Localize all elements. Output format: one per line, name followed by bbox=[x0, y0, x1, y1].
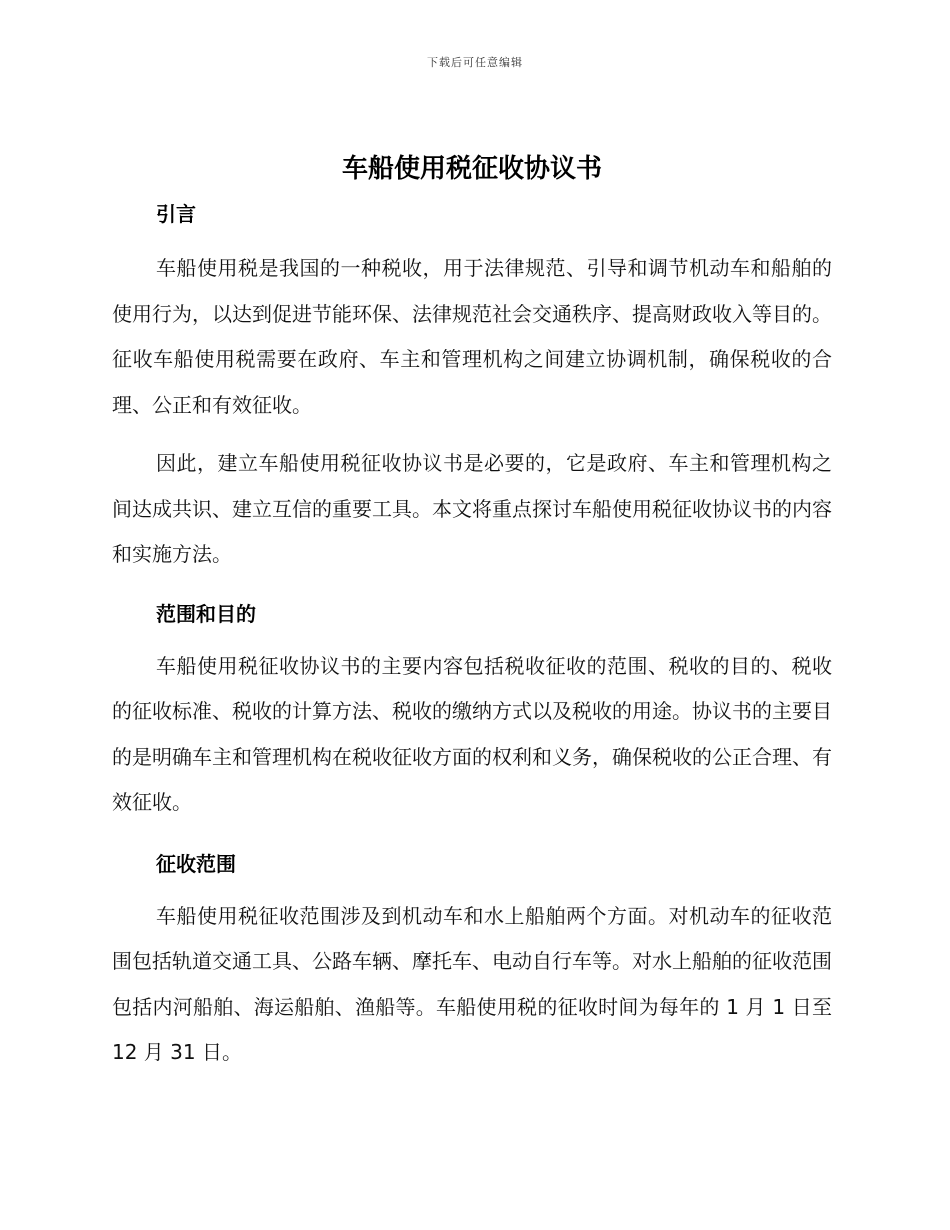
paragraph-introduction-1: 车船使用税是我国的一种税收，用于法律规范、引导和调节机动车和船舶的使用行为，以达到促进节能环保、法律规范社会交通秩序、提高财政收入等目的。征收车船使用税需要在政府、车主和管理机构之间建立协调机制，确保税收的合理、公正和有效征收。 bbox=[112, 256, 832, 417]
document-body bbox=[112, 148, 832, 1076]
document-title: 车船使用税征收协议书 bbox=[341, 154, 602, 184]
section-heading-scope-and-purpose: 范围和目的 bbox=[156, 601, 256, 626]
section-heading-introduction: 引言 bbox=[156, 202, 196, 226]
page-header-note: 下载后可任意编辑 bbox=[427, 56, 523, 69]
paragraph-collection-scope: 车船使用税征收范围涉及到机动车和水上船舶两个方面。对机动车的征收范围包括轨道交通工具、公路车辆、摩托车、电动自行车等。对水上船舶的征收范围包括内河船舶、海运船舶、渔船等。车船使用税的征收时间为每年的 1 月 1 日至 12 月 31 日。 bbox=[112, 903, 832, 1064]
paragraph-scope-and-purpose: 车船使用税征收协议书的主要内容包括税收征收的范围、税收的目的、税收的征收标准、税收的计算方法、税收的缴纳方式以及税收的用途。协议书的主要目的是明确车主和管理机构在税收征收方面的权利和义务，确保税收的公正合理、有效征收。 bbox=[112, 653, 832, 814]
section-heading-collection-scope: 征收范围 bbox=[156, 851, 236, 876]
paragraph-introduction-2: 因此，建立车船使用税征收协议书是必要的，它是政府、车主和管理机构之间达成共识、建立互信的重要工具。本文将重点探讨车船使用税征收协议书的内容和实施方法。 bbox=[112, 451, 832, 566]
